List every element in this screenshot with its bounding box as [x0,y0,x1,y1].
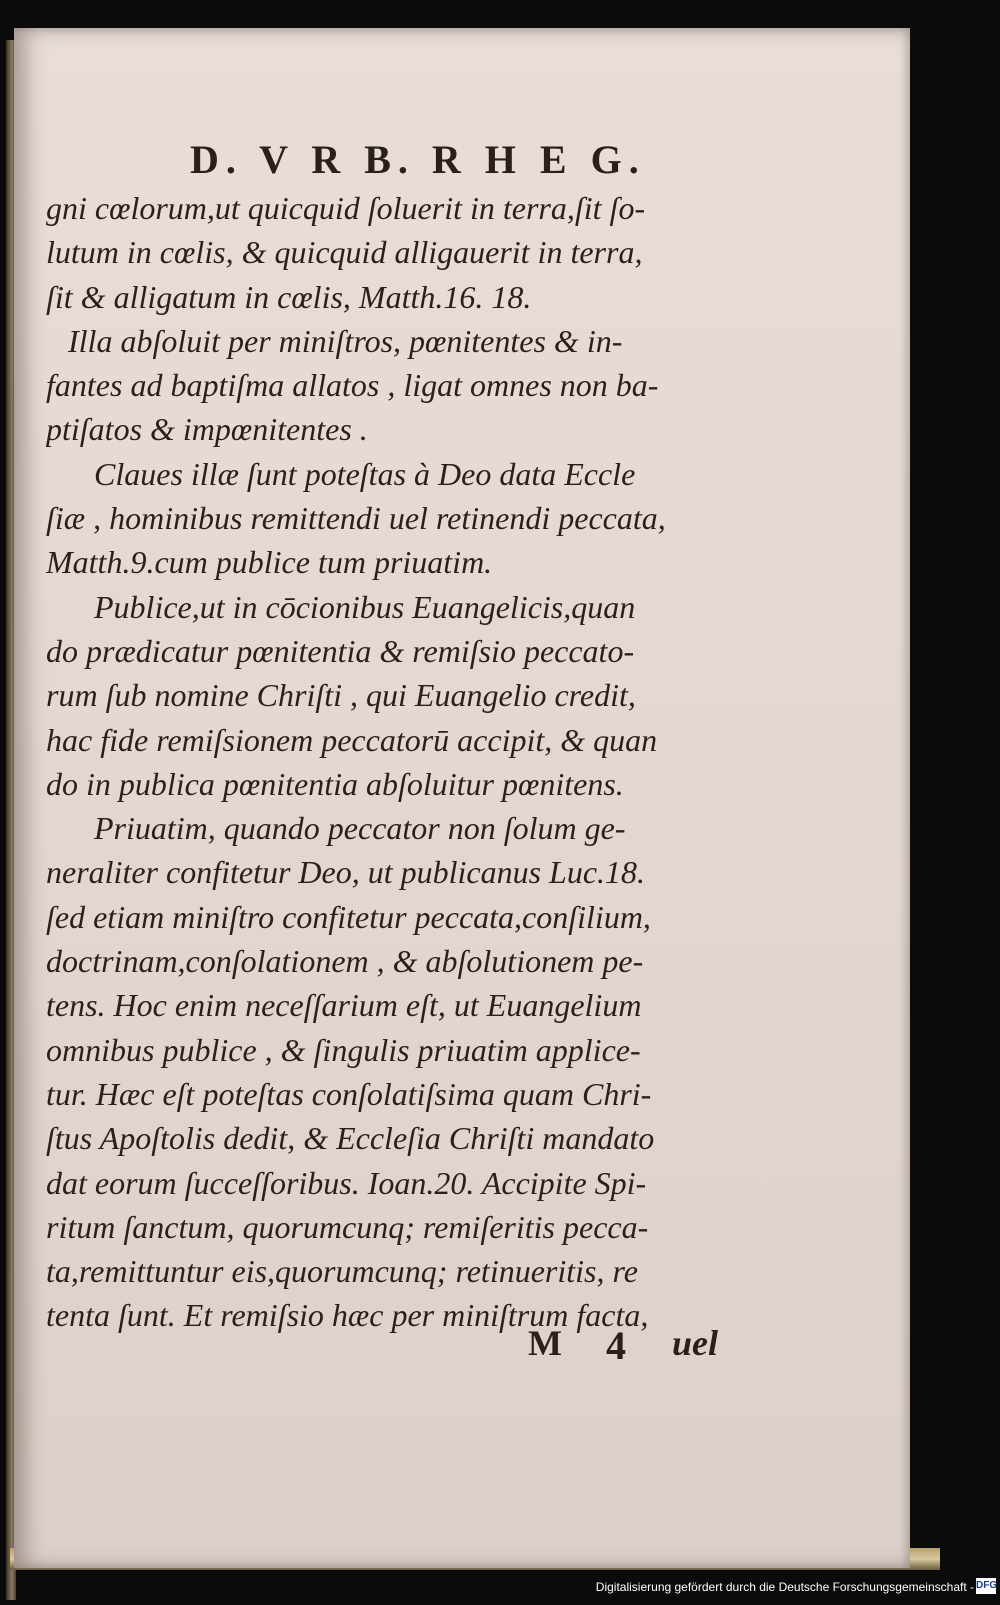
text-line: tens. Hoc enim neceſſarium eſt, ut Euangelium [46,987,642,1024]
text-line: Matth.9.cum publice tum priuatim. [46,544,493,581]
digitization-credit: Digitalisierung gefördert durch die Deutsche Forschungsgemeinschaft - [595,1580,974,1594]
text-line: ſiæ , hominibus remittendi uel retinendi peccata, [46,500,666,537]
catchword: uel [672,1323,719,1363]
text-line: ſtus Apoſtolis dedit, & Eccleſia Chriſti mandato [46,1120,655,1157]
text-line: ſit & alligatum in cœlis, Matth.16. 18. [46,278,532,315]
text-line: doctrinam,conſolationem , & abſolutionem pe- [46,943,644,980]
text-line: Illa abſoluit per miniſtros, pœnitentes & in- [68,322,623,359]
text-line: hac fide remiſsionem peccatorū accipit, & quan [46,721,658,758]
text-line: tur. Hæc eſt poteſtas conſolatiſsima quam Chri- [46,1075,652,1112]
text-line: ritum ſanctum, quorumcunq; remiſeritis pecca- [46,1208,649,1245]
text-line: dat eorum ſucceſſoribus. Ioan.20. Accipite Spi- [46,1164,647,1201]
text-line: fantes ad baptiſma allatos , ligat omnes non ba- [46,367,659,404]
text-line: ſed etiam miniſtro confitetur peccata,conſilium, [46,898,651,935]
signature-mark: M [528,1323,562,1363]
text-line: gni cœlorum,ut quicquid ſoluerit in terra,ſit ſo- [46,190,646,226]
running-head: D. V R B. R H E G. [190,137,646,182]
text-line: do prædicatur pœnitentia & remiſsio peccato- [46,632,635,669]
page-footer [46,1322,746,1372]
text-line: Publice,ut in cōcionibus Euangelicis,quan [94,588,636,625]
text-line: neraliter confitetur Deo, ut publicanus Luc.18. [46,854,646,891]
text-line: ptiſatos & impœnitentes . [46,411,368,448]
dfg-logo-icon: DFG [976,1578,996,1594]
text-line: rum ſub nomine Chriſti , qui Euangelio credit, [46,677,636,714]
text-line: Claues illæ ſunt poteſtas à Deo data Eccle [94,455,636,492]
text-line: tenta ſunt. Et remiſsio hæc per miniſtrum facta, [46,1297,649,1334]
text-line: Priuatim, quando peccator non ſolum ge- [94,810,626,847]
text-line: lutum in cœlis, & quicquid alligauerit in terra, [46,234,643,271]
text-block [46,186,746,1338]
signature-number: 4 [606,1323,626,1368]
text-line: ta,remittuntur eis,quorumcunq; retinueritis, re [46,1253,638,1290]
text-line: do in publica pœnitentia abſoluitur pœnitens. [46,765,624,802]
text-line: omnibus publice , & ſingulis priuatim applice- [46,1031,641,1068]
